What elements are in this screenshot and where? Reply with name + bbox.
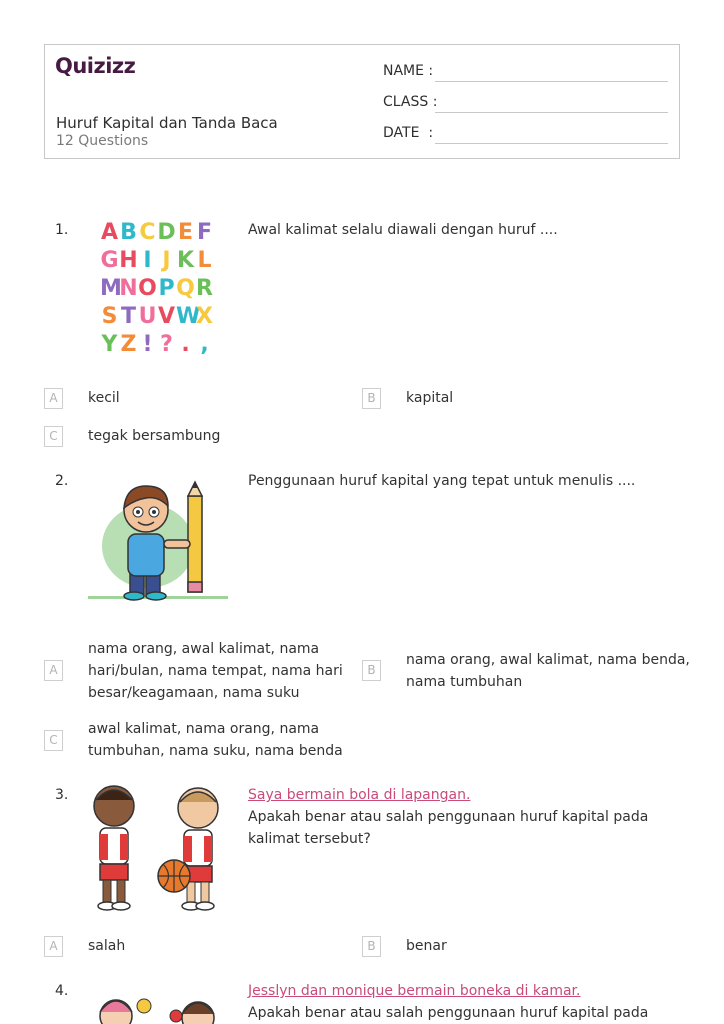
date-label: DATE : [383,125,434,141]
alphabet-letter: A [100,220,119,245]
kids-basketball-image [86,782,228,914]
option-letter[interactable]: A [44,388,63,409]
alphabet-letter: X [196,304,213,329]
question-text [248,980,648,1024]
question-number: 1. [55,222,69,238]
highlighted-sentence: Jesslyn dan monique bermain boneka di kamar. [248,983,581,999]
option-letter[interactable]: A [44,936,63,957]
option-letter[interactable]: A [44,660,63,681]
option-text[interactable] [88,718,343,762]
option-letter[interactable]: B [362,660,381,681]
class-label: CLASS : [383,94,438,110]
alphabet-image [100,220,222,362]
alphabet-letter: W [176,304,201,329]
alphabet-letter: K [176,248,195,273]
name-line[interactable] [435,81,668,82]
alphabet-letter: T [120,304,136,329]
alphabet-letter: E [177,220,194,245]
alphabet-letter: N [119,276,138,301]
option-text[interactable]: salah [88,938,126,954]
alphabet-letter: Q [176,276,195,301]
alphabet-letter: V [157,304,176,329]
alphabet-letter: Z [120,332,137,357]
question-number: 2. [55,473,69,489]
alphabet-letter: , [200,332,209,357]
quizizz-logo [55,54,135,78]
option-text[interactable]: kapital [406,390,454,406]
alphabet-letter: ? [160,332,173,357]
option-letter[interactable]: C [44,730,63,751]
question-number: 3. [55,787,69,803]
question-number: 4. [55,983,69,999]
option-text[interactable]: benar [406,938,447,954]
option-letter[interactable]: C [44,426,63,447]
boy-with-pencil-image [88,478,230,606]
alphabet-letter: M [100,276,122,301]
worksheet-title: Huruf Kapital dan Tanda Baca [56,114,278,132]
option-line: tumbuhan, nama suku, nama benda [88,743,343,759]
alphabet-letter: ! [142,332,153,357]
alphabet-letter: . [181,332,190,357]
alphabet-letter: L [197,248,212,273]
logo-text: Quizizz [55,54,136,78]
alphabet-letter: B [120,220,137,245]
option-line: hari/bulan, nama tempat, nama hari [88,663,343,679]
alphabet-letter: P [158,276,175,301]
date-line[interactable] [435,143,668,144]
question-line: kalimat tersebut? [248,831,371,847]
alphabet-letter: U [138,304,157,329]
question-line: Apakah benar atau salah penggunaan huruf kapital pada [248,1005,649,1021]
option-letter[interactable]: B [362,388,381,409]
alphabet-letter: H [119,248,138,273]
alphabet-letter: C [139,220,156,245]
option-letter[interactable]: B [362,936,381,957]
alphabet-letter: G [100,248,119,273]
option-line: nama tumbuhan [406,674,523,690]
alphabet-letter: R [196,276,213,301]
option-text[interactable] [88,638,343,704]
question-text: Awal kalimat selalu diawali dengan huruf .... [248,222,558,238]
class-line[interactable] [435,112,668,113]
option-text[interactable]: kecil [88,390,120,406]
girls-dolls-image [94,990,224,1024]
option-line: nama orang, awal kalimat, nama benda, [406,652,690,668]
option-line: nama orang, awal kalimat, nama [88,641,320,657]
alphabet-letter: D [157,220,176,245]
alphabet-letter: J [162,248,171,273]
option-line: besar/keagamaan, nama suku [88,685,300,701]
name-label: NAME : [383,63,434,79]
alphabet-letter: F [196,220,213,245]
question-text: Penggunaan huruf kapital yang tepat untuk menulis .... [248,473,636,489]
alphabet-letter: O [138,276,157,301]
question-text [248,784,648,850]
option-line: awal kalimat, nama orang, nama [88,721,320,737]
question-count: 12 Questions [56,133,149,149]
option-text[interactable] [406,649,690,693]
alphabet-letter: Y [101,332,118,357]
alphabet-letter: I [143,248,152,273]
alphabet-letter: S [101,304,118,329]
question-line: Apakah benar atau salah penggunaan huruf kapital pada [248,809,649,825]
highlighted-sentence: Saya bermain bola di lapangan. [248,787,471,803]
option-text[interactable]: tegak bersambung [88,428,221,444]
